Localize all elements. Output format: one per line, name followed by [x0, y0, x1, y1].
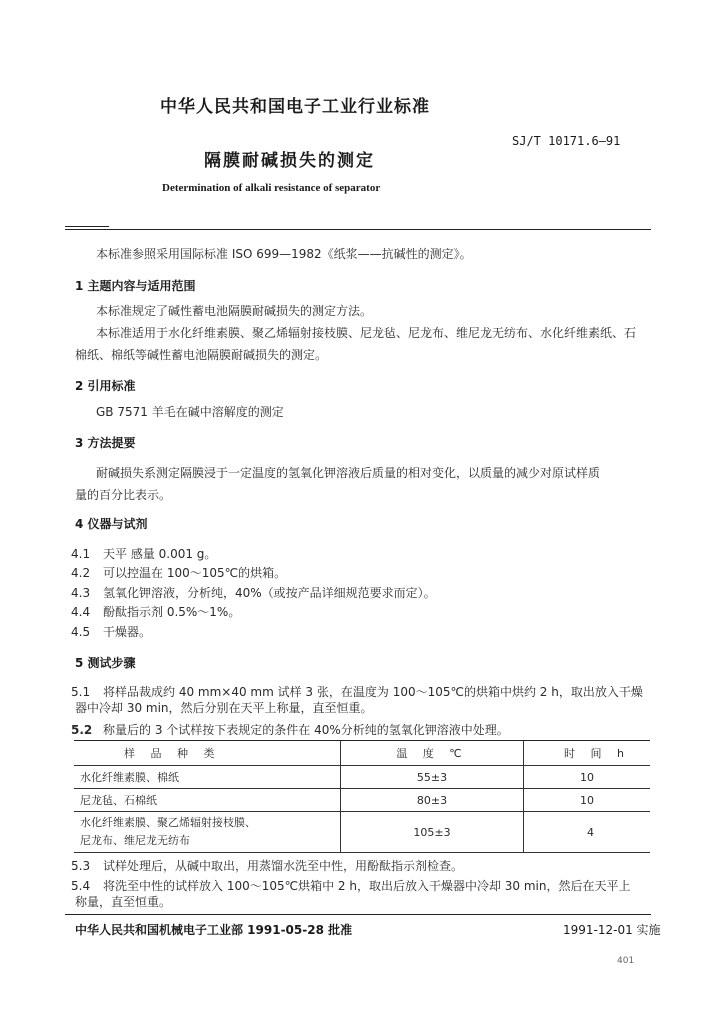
cell-temperature: 80±3 [341, 789, 524, 812]
cell-temperature: 105±3 [341, 812, 524, 853]
section-1-para-2b: 棉纸、棉纸等碱性蓄电池隔膜耐碱损失的测定。 [75, 348, 328, 362]
section-2-heading: 2 引用标准 [75, 379, 136, 393]
list-item [71, 545, 216, 562]
item-text: 试样处理后，从碱中取出，用蒸馏水洗至中性，用酚酞指示剂检查。 [103, 859, 464, 873]
cell-time: 10 [524, 789, 651, 812]
item-text: 天平 感量 0.001 g。 [103, 547, 217, 561]
cell-temperature: 55±3 [341, 766, 524, 789]
org-title: 中华人民共和国电子工业行业标准 [160, 97, 430, 117]
section-3-heading: 3 方法提要 [75, 436, 136, 450]
section-5-heading: 5 测试步骤 [75, 656, 136, 670]
implementation-date: 1991-12-01 实施 [563, 923, 661, 937]
list-item [71, 721, 509, 738]
item-number: 5.3 [71, 859, 91, 873]
item-text: 可以控温在 100～105℃的烘箱。 [103, 566, 287, 580]
item-number: 5.1 [71, 685, 91, 699]
item-number: 4.2 [71, 566, 91, 580]
list-item [71, 584, 436, 601]
list-item [71, 603, 240, 620]
section-4-heading: 4 仪器与试剂 [75, 517, 148, 531]
intro-paragraph: 本标准参照采用国际标准 ISO 699—1982《纸浆——抗碱性的测定》。 [96, 247, 472, 261]
treatment-conditions-table [74, 740, 650, 853]
approval-line: 中华人民共和国机械电子工业部 1991-05-28 批准 [75, 923, 353, 937]
item-text: 干燥器。 [103, 625, 152, 639]
cell-sample [74, 812, 341, 853]
footer-rule [65, 914, 651, 915]
section-3-para-a: 耐碱损失系测定隔膜浸于一定温度的氢氧化钾溶液后质量的相对变化，以质量的减少对原试样质 [96, 466, 601, 480]
cell-sample: 水化纤维素膜、棉纸 [74, 766, 341, 789]
section-1-para-1: 本标准规定了碱性蓄电池隔膜耐碱损失的测定方法。 [96, 304, 373, 318]
table-row [74, 812, 650, 853]
document-title: 隔膜耐碱损失的测定 [204, 151, 375, 171]
cell-sample-line-2: 尼龙布、维尼龙无纺布 [80, 834, 190, 847]
section-2-reference: GB 7571 羊毛在碱中溶解度的测定 [96, 405, 284, 419]
cell-time: 4 [524, 812, 651, 853]
table-row [74, 766, 650, 789]
section-5-1-continued: 器中冷却 30 min，然后分别在天平上称量，直至恒重。 [75, 701, 373, 715]
header-rule-short [65, 226, 109, 227]
item-number: 4.1 [71, 547, 91, 561]
list-item [71, 857, 463, 874]
item-text: 酚酞指示剂 0.5%～1%。 [103, 605, 241, 619]
item-text: 将洗至中性的试样放入 100～105℃烘箱中 2 h，取出后放入干燥器中冷却 30 min，然后在天平上 [103, 879, 631, 893]
table-row [74, 789, 650, 812]
item-number: 4.3 [71, 586, 91, 600]
item-number: 5.4 [71, 879, 91, 893]
cell-sample: 尼龙毡、石棉纸 [74, 789, 341, 812]
page-number: 401 [617, 956, 635, 966]
list-item [71, 623, 151, 640]
header-rule [65, 229, 651, 230]
section-3-para-b: 量的百分比表示。 [75, 488, 172, 502]
column-header-sample: 样 品 种 类 [74, 741, 341, 766]
column-header-temperature: 温 度 ℃ [341, 741, 524, 766]
cell-time: 10 [524, 766, 651, 789]
item-text: 氢氧化钾溶液，分析纯，40%（或按产品详细规范要求而定）。 [103, 586, 436, 600]
section-1-heading: 1 主题内容与适用范围 [75, 279, 196, 293]
item-number: 4.5 [71, 625, 91, 639]
table-header-row [74, 741, 650, 766]
section-1-para-2a: 本标准适用于水化纤维素膜、聚乙烯辐射接枝膜、尼龙毡、尼龙布、维尼龙无纺布、水化纤维素纸、石 [96, 326, 637, 340]
standard-code: SJ/T 10171.6–91 [512, 134, 621, 148]
item-text: 称量后的 3 个试样按下表规定的条件在 40%分析纯的氢氧化钾溶液中处理。 [103, 723, 509, 737]
cell-sample-line-1: 水化纤维素膜、聚乙烯辐射接枝膜、 [80, 816, 256, 829]
item-text: 将样品裁成约 40 mm×40 mm 试样 3 张，在温度为 100～105℃的烘箱中烘约 2 h，取出放入干燥 [103, 685, 643, 699]
section-5-4-continued: 称量，直至恒重。 [75, 895, 172, 909]
item-number: 5.2 [71, 723, 93, 737]
column-header-time: 时 间 h [524, 741, 651, 766]
item-number: 4.4 [71, 605, 91, 619]
list-item [71, 564, 286, 581]
english-title: Determination of alkali resistance of separator [162, 182, 381, 194]
